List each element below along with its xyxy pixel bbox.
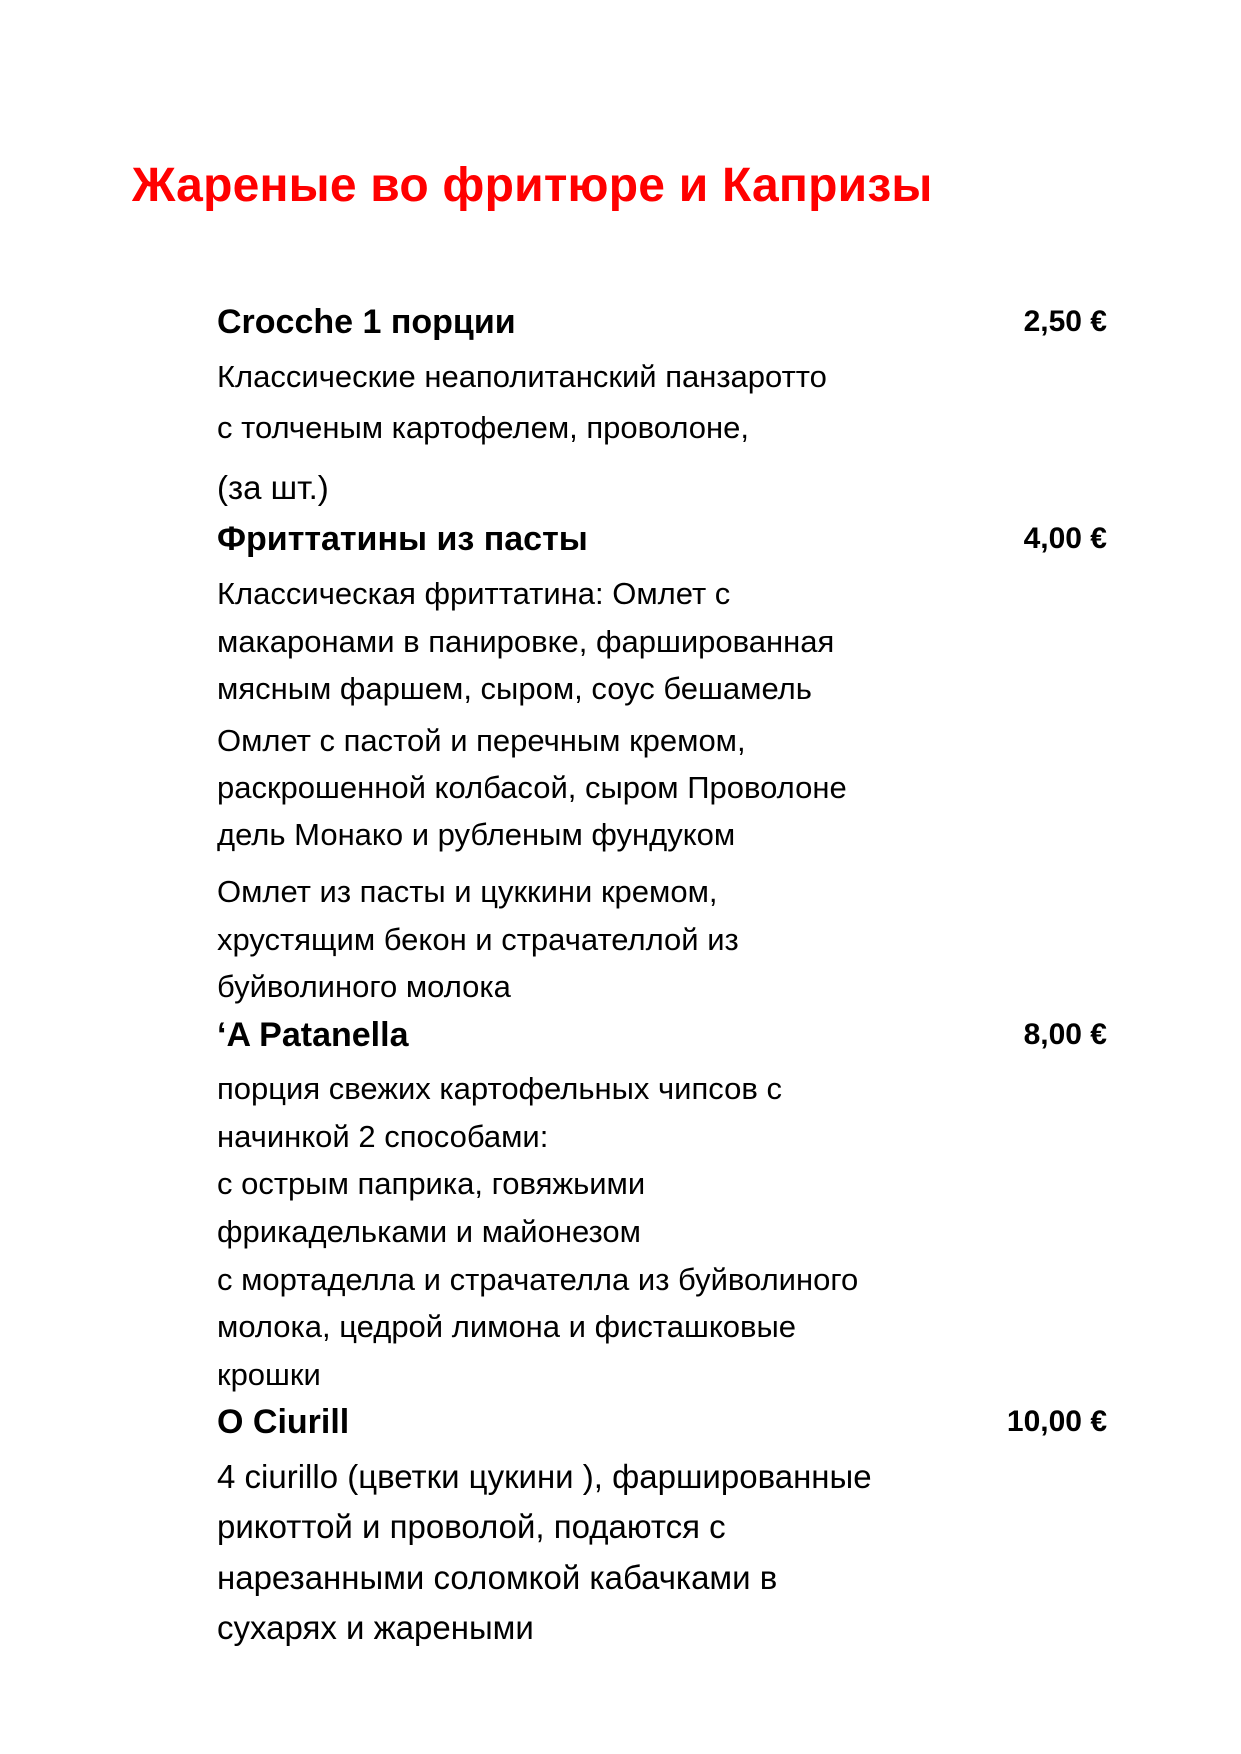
menu-item-description-line: с острым паприка, говяжьими	[217, 1166, 646, 1201]
menu-item-name: O Ciurill	[217, 1403, 350, 1441]
menu-item-price: 2,50 €	[1023, 305, 1107, 338]
menu-item-description-line: рикоттой и проволой, подаются с	[217, 1508, 726, 1545]
menu-item-description-line: мясным фаршем, сыром, соус бешамель	[217, 671, 812, 706]
menu-item-description-line: с толченым картофелем, проволоне,	[217, 410, 749, 445]
menu-item-header	[217, 300, 1117, 344]
menu-item-description-line: с мортаделла и страчателла из буйволиного	[217, 1262, 859, 1297]
menu-item-name: Фриттатины из пасты	[217, 520, 588, 558]
menu-item-description-line: порция свежих картофельных чипсов с	[217, 1071, 782, 1106]
page-title: Жареные во фритюре и Капризы	[132, 159, 933, 212]
menu-item-price: 8,00 €	[1023, 1018, 1107, 1051]
menu-item-header	[217, 517, 1117, 561]
menu-item-description-line: хрустящим бекон и страчателлой из	[217, 922, 739, 957]
menu-item-price: 10,00 €	[1006, 1405, 1107, 1438]
menu-item-description-line: крошки	[217, 1357, 321, 1392]
menu-item-description-line: раскрошенной колбасой, сыром Проволоне	[217, 770, 847, 805]
menu-item-description-line: фрикадельками и майонезом	[217, 1214, 641, 1249]
menu-item-description-line: буйволиного молока	[217, 969, 511, 1004]
menu-item-description-line: макаронами в панировке, фаршированная	[217, 624, 835, 659]
menu-item-description-line: Классическая фриттатина: Омлет с	[217, 576, 731, 611]
menu-item-description-line: начинкой 2 способами:	[217, 1119, 549, 1154]
menu-item-description-line: Омлет из пасты и цуккини кремом,	[217, 874, 718, 909]
menu-item-description-line: молока, цедрой лимона и фисташковые	[217, 1309, 797, 1344]
menu-item-description-line: сухарях и жареными	[217, 1609, 534, 1646]
menu-item-header	[217, 1400, 1117, 1444]
menu-item-name: ‘A Patanella	[217, 1016, 409, 1054]
menu-item-name: Crocche 1 порции	[217, 303, 516, 341]
menu-item-description-line: Классические неаполитанский панзаротто	[217, 359, 827, 394]
menu-item-description-line: 4 ciurillo (цветки цукини ), фаршированные	[217, 1458, 872, 1495]
menu-item-description-line: (за шт.)	[217, 469, 329, 506]
menu-item-price: 4,00 €	[1023, 522, 1107, 555]
menu-item-description-line: нарезанными соломкой кабачками в	[217, 1559, 778, 1596]
menu-item-description-line: Омлет с пастой и перечным кремом,	[217, 723, 746, 758]
menu-item-header	[217, 1013, 1117, 1057]
menu-item-description-line: дель Монако и рубленым фундуком	[217, 817, 736, 852]
